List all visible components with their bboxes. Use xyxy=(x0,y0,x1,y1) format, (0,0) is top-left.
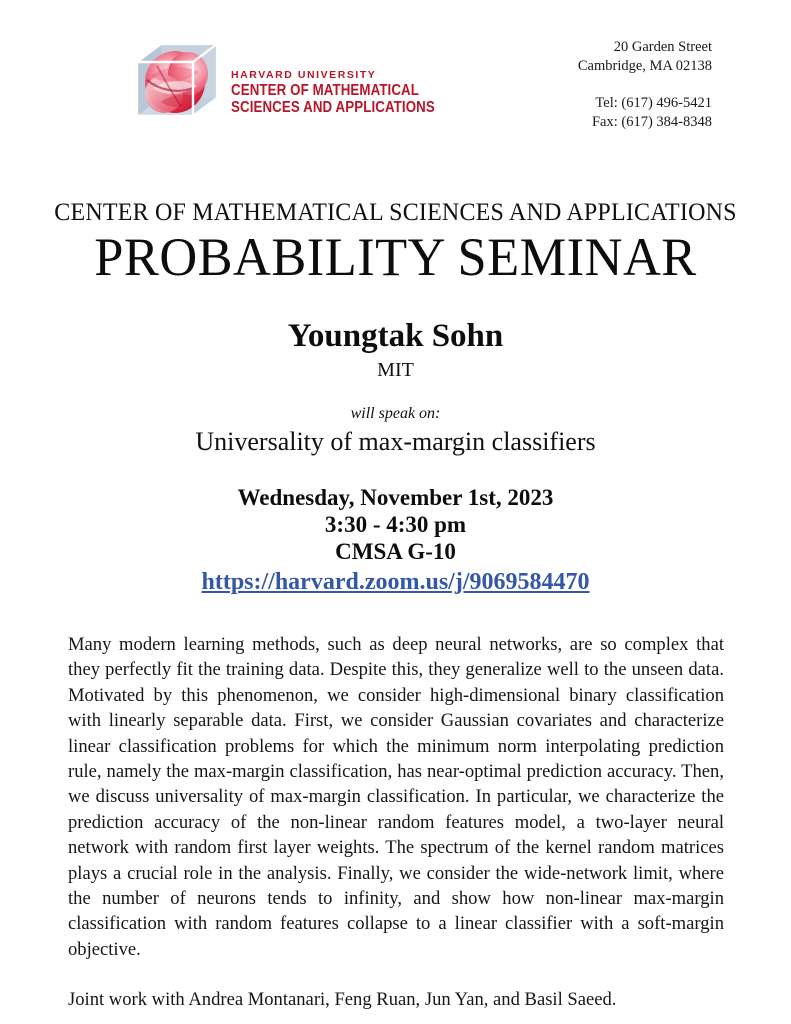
abstract-body: Many modern learning methods, such as deep neural networks, are so complex that they perfectly fit the training data. Despite this, they generalize well to the unseen data. Motivated by this phenomenon, we consider high-dimensional binary classification with linearly separable data. First, we consider Gaussian covariates and characterize linear classification problems for which the minimum norm interpolating prediction rule, namely the max-margin classification, has near-optimal prediction accuracy. Then, we discuss universality of max-margin classification. In particular, we characterize the prediction accuracy of the non-linear random features model, a two-layer neural network with random first layer weights. The spectrum of the kernel random matrices plays a crucial role in the analysis. Finally, we consider the wide-network limit, where the number of neurons tends to infinity, and show how non-linear max-margin classification with random features collapse to a linear classifier with a soft-margin objective. xyxy=(68,634,724,960)
speaker-name: Youngtak Sohn xyxy=(287,318,504,354)
event-logistics xyxy=(0,484,791,597)
letterhead xyxy=(0,30,791,145)
logo-sciences-and-applications: SCIENCES AND APPLICATIONS xyxy=(231,98,435,116)
will-speak-on-label: will speak on: xyxy=(350,405,441,422)
address-street: 20 Garden Street xyxy=(613,39,712,55)
event-time: 3:30 - 4:30 pm xyxy=(324,512,467,537)
center-name-heading: CENTER OF MATHEMATICAL SCIENCES AND APPLICATIONS xyxy=(54,199,737,226)
address-spacer xyxy=(578,76,712,94)
abstract-joint-work: Joint work with Andrea Montanari, Feng Ruan, Jun Yan, and Basil Saeed. xyxy=(68,989,617,1011)
logo-harvard-university: HARVARD UNIVERSITY xyxy=(231,68,377,81)
abstract-section xyxy=(68,632,724,1013)
talk-title: Universality of max-margin classifiers xyxy=(195,427,596,456)
cmsa-logo-wordmark xyxy=(231,53,468,116)
address-city-state-zip: Cambridge, MA 02138 xyxy=(577,58,712,74)
cmsa-logo xyxy=(131,36,468,132)
logo-center-of-mathematical: CENTER OF MATHEMATICAL xyxy=(231,81,420,99)
cmsa-cube-logo-icon xyxy=(131,36,223,132)
speaker-affiliation: MIT xyxy=(377,359,414,381)
zoom-meeting-link[interactable]: https://harvard.zoom.us/j/9069584470 xyxy=(201,569,590,595)
address-block xyxy=(578,38,712,132)
event-date: Wednesday, November 1st, 2023 xyxy=(237,485,554,510)
page-title: PROBABILITY SEMINAR xyxy=(94,227,697,287)
event-location: CMSA G-10 xyxy=(335,539,456,564)
address-fax: Fax: (617) 384-8348 xyxy=(591,114,712,130)
address-telephone: Tel: (617) 496-5421 xyxy=(595,95,712,111)
